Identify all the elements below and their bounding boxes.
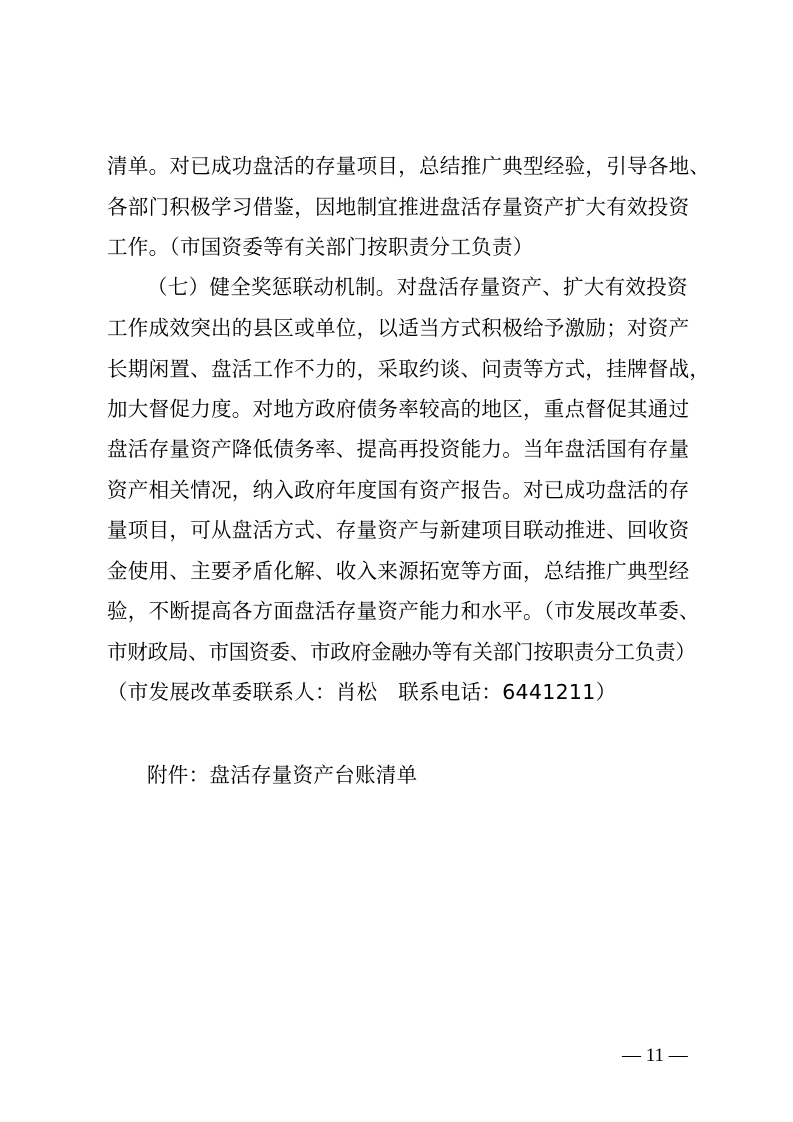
- body-line-9: 资产相关情况，纳入政府年度国有资产报告。对已成功盘活的存: [107, 478, 690, 502]
- body-line-11: 金使用、主要矛盾化解、收入来源拓宽等方面，总结推广典型经: [107, 559, 690, 583]
- body-line-1: 清单。对已成功盘活的存量项目，总结推广典型经验，引导各地、: [107, 154, 711, 178]
- contact-line: （市发展改革委联系人：肖松 联系电话：6441211）: [107, 680, 617, 704]
- attachment-line: 附件：盘活存量资产台账清单: [147, 763, 418, 787]
- body-line-5: 工作成效突出的县区或单位，以适当方式积极给予激励；对资产: [107, 316, 690, 340]
- body-line-2: 各部门积极学习借鉴，因地制宜推进盘活存量资产扩大有效投资: [107, 195, 690, 219]
- body-line-7: 加大督促力度。对地方政府债务率较高的地区，重点督促其通过: [107, 397, 690, 421]
- body-line-12: 验，不断提高各方面盘活存量资产能力和水平。（市发展改革委、: [107, 599, 700, 623]
- page-number: — 11 —: [622, 1045, 688, 1066]
- body-line-3: 工作。（市国资委等有关部门按职责分工负责）: [107, 235, 534, 259]
- body-line-13: 市财政局、市国资委、市政府金融办等有关部门按职责分工负责）: [107, 640, 696, 664]
- body-line-10: 量项目，可从盘活方式、存量资产与新建项目联动推进、回收资: [107, 518, 690, 542]
- section-seven-heading-line: （七）健全奖惩联动机制。对盘活存量资产、扩大有效投资: [147, 275, 688, 299]
- body-line-8: 盘活存量资产降低债务率、提高再投资能力。当年盘活国有存量: [107, 437, 690, 461]
- body-line-6: 长期闲置、盘活工作不力的，采取约谈、问责等方式，挂牌督战，: [107, 357, 711, 381]
